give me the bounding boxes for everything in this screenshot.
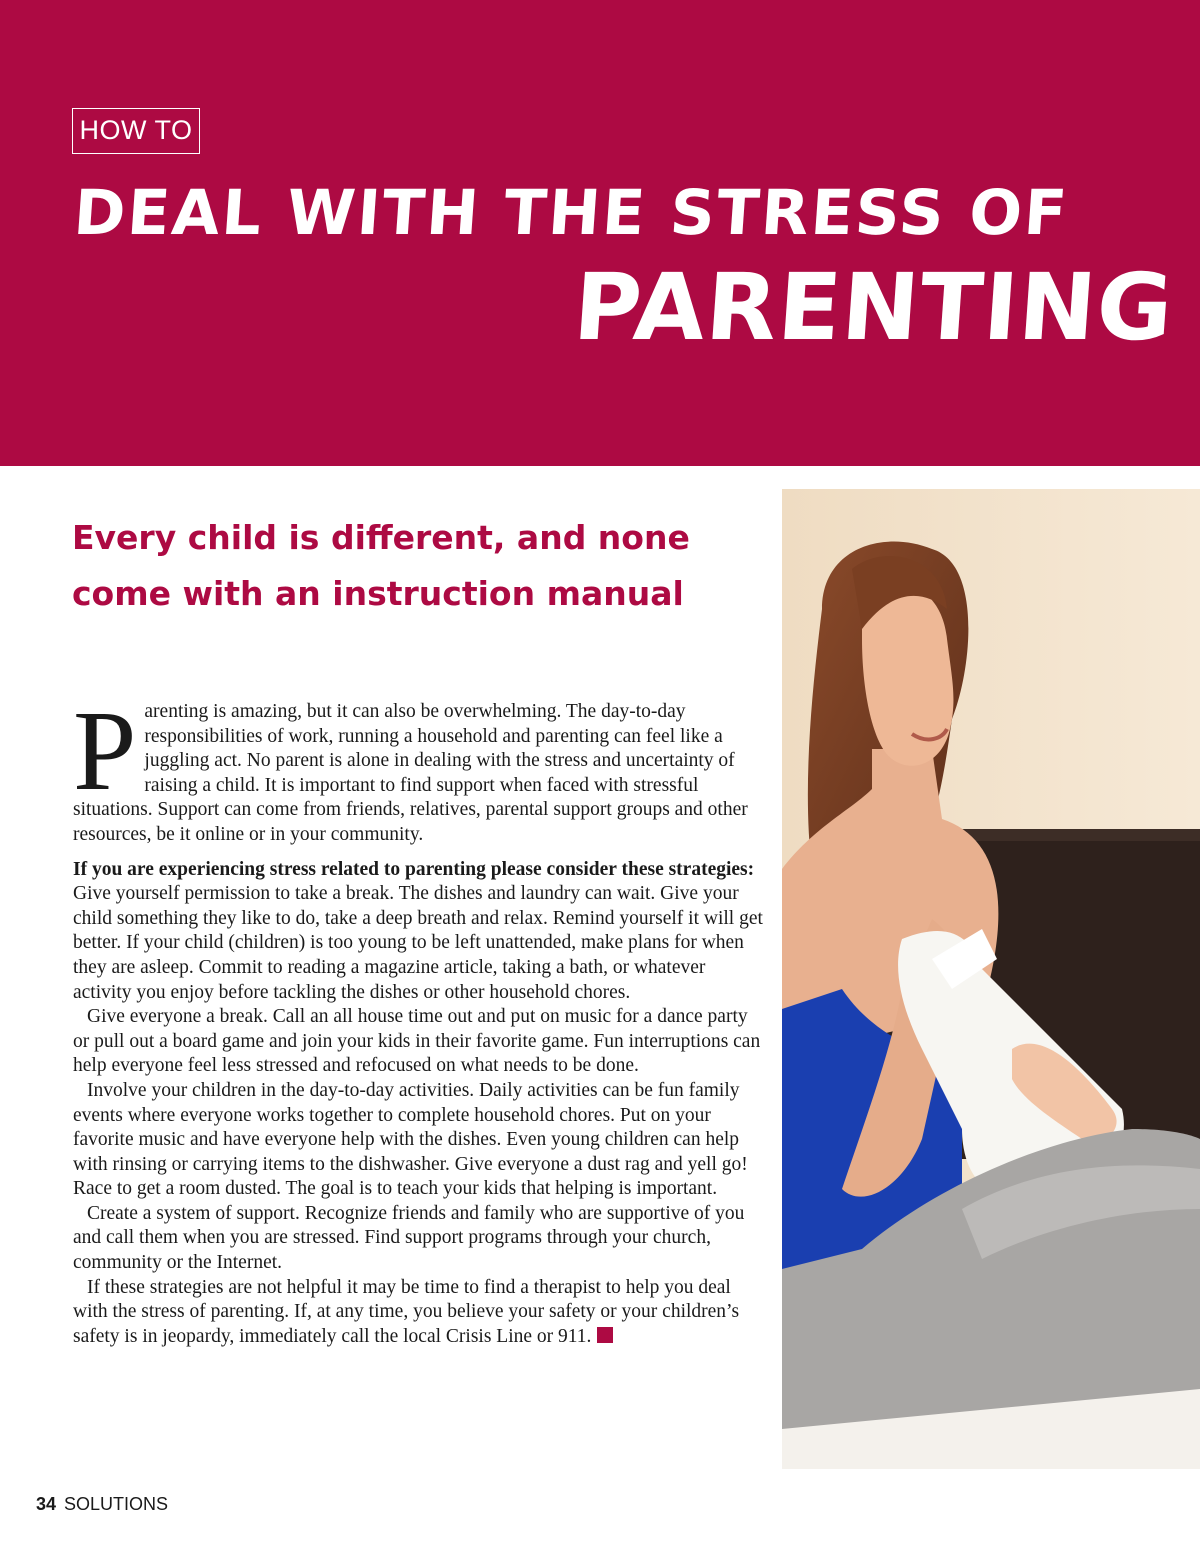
paragraph-involve-children: Involve your children in the day-to-day activities. Daily activities can be fun family events where everyone works together to complete household chores. Put on your favorite music and have everyone help with the dishes. Even young children can help with rinsing or carrying items to the dishwasher. Give everyone a dust rag and yell go! Race to get a room dusted. The goal is to teach your kids that helping is important. — [73, 1079, 748, 1200]
publication-name: SOLUTIONS — [64, 1494, 169, 1514]
strategies-lead: If you are experiencing stress related to parenting please consider these strategies: — [73, 858, 755, 880]
paragraph-system-of-support: Create a system of support. Recognize friends and family who are supportive of you and call them when you are stressed. Find support programs through your church, community or the Internet. — [73, 1202, 745, 1274]
mother-with-child-photo — [782, 489, 1200, 1469]
how-to-label: HOW TO — [72, 108, 200, 154]
end-of-article-mark — [597, 1327, 613, 1343]
article-body — [73, 687, 763, 1349]
intro-paragraph — [73, 687, 763, 848]
closing-text: If these strategies are not helpful it may be time to find a therapist to help you deal with the stress of parenting. If, at any time, you believe your safety or your children’s safety is in jeopardy, immediately call the local Crisis Line or 911. — [73, 1276, 740, 1347]
subheadline: Every child is different, and none come with an instruction manual — [72, 518, 690, 613]
paragraph-find-therapist — [73, 1276, 763, 1350]
page-footer — [36, 1494, 168, 1515]
paragraph-everyone-break: Give everyone a break. Call an all house time out and put on music for a dance party or pull out a board game and join your kids in their favorite game. Fun interruptions can help everyone feel less stressed and refocused on what needs to be done. — [73, 1006, 761, 1077]
paragraph-take-a-break: Give yourself permission to take a break. The dishes and laundry can wait. Give your child something they like to do, take a deep breath and relax. Remind yourself it will get better. If your child (children) is too young to be left unattended, make plans for when they are asleep. Commit to reading a magazine article, taking a bath, or whatever activity you enjoy before tackling the dishes or other household chores. — [73, 883, 763, 1003]
headline-line-1: DEAL WITH THE STRESS OF — [71, 176, 1072, 249]
headline-line-2: PARENTING — [570, 254, 1178, 361]
page-number: 34 — [36, 1494, 57, 1514]
photo-illustration — [782, 489, 1200, 1469]
title-banner — [0, 0, 1200, 466]
intro-text: arenting is amazing, but it can also be overwhelming. The day-to-day responsibilities of work, running a household and parenting can feel like a juggling act. No parent is alone in dealing with the stress and uncertainty of raising a child. It is important to find support when faced with stressful situations. Support can come from friends, relatives, parental support groups and other resources, be it online or in your community. — [73, 701, 748, 845]
drop-cap: P — [73, 687, 137, 814]
